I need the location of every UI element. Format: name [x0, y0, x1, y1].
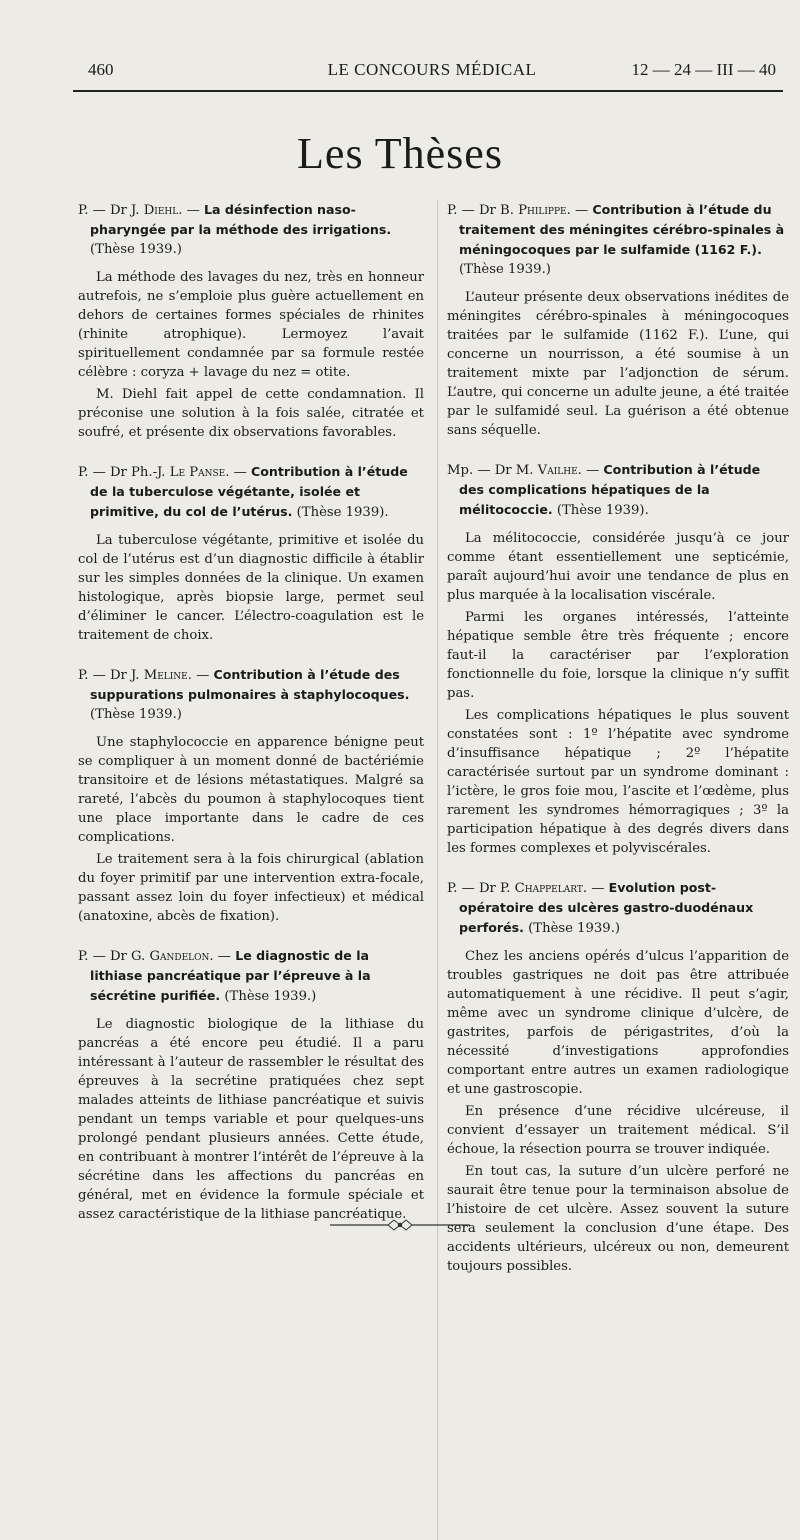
entry-title: Contribution à l’étude des complications hépatiques de la mélitococcie.: [459, 462, 761, 517]
entry-heading: [78, 462, 424, 522]
entry-author: Vailhe: [537, 463, 578, 478]
entry-title: La désinfection naso-pharyngée par la méthode des irrigations.: [90, 202, 392, 237]
left-column: [78, 200, 424, 1244]
entry-title: Contribution à l’étude du traitement des méningites cérébro-spinales à méningocoques par le sulfamide (1162 F.).: [459, 202, 785, 257]
entry-author: Philippe: [518, 203, 567, 218]
entry-paragraph: La tuberculose végétante, primitive et isolée du col de l’utérus est d’un diagnostic difficile à établir sur les simples données de la clinique. Un examen histologique, après biopsie large, permet seul d’éliminer le cancer. L’électro-coagulation est le traitement de choix.: [78, 533, 424, 643]
entry-paragraph: L’auteur présente deux observations inédites de méningites cérébro-spinales à méningocoques traitées par le sulfamide (1162 F.). L’une, qui concerne un nourrisson, a été soumise à un traitement mixte par l’adjonction de sérum. L’autre, qui concerne un adulte jeune, a été traitée par le sulfamidé seul. La guérison a été obtenue sans séquelle.: [447, 290, 789, 438]
thesis-entry: [78, 946, 424, 1224]
column-divider: [437, 200, 438, 1540]
entry-paragraph: Le traitement sera à la fois chirurgical (ablation du foyer primitif par une intervention extra-focale, passant assez loin du foyer infectieux) et médical (anatoxine, abcès de fixation).: [78, 852, 424, 924]
entry-paragraph: En présence d’une récidive ulcéreuse, il convient d’essayer un traitement médical. S’il échoue, la résection pourra se trouver indiquée.: [447, 1104, 789, 1157]
entry-separator: . —: [178, 203, 204, 218]
entry-author: Le Panse: [169, 465, 226, 480]
thesis-entry: [78, 462, 424, 645]
entry-title: Le diagnostic de la lithiase pancréatique par l’épreuve à la sécrétine purifiée.: [90, 948, 371, 1003]
entry-separator: . —: [582, 881, 609, 896]
entry-suffix: (Thèse 1939.): [220, 989, 317, 1004]
end-ornament: [330, 1215, 470, 1235]
entry-prefix: P. — Dr J.: [78, 203, 144, 218]
entry-suffix: (Thèse 1939).: [552, 503, 649, 518]
entry-author: Diehl: [143, 203, 179, 218]
entry-suffix: (Thèse 1939.): [90, 242, 182, 257]
header-rule: [73, 90, 783, 92]
entry-separator: . —: [566, 203, 593, 218]
entry-prefix: P. — Dr J.: [78, 668, 144, 683]
entry-author: Chappelart: [514, 881, 583, 896]
entry-heading: [447, 200, 789, 279]
entry-heading: [447, 460, 789, 520]
thesis-entry: [447, 200, 789, 440]
entry-paragraph: Une staphylococcie en apparence bénigne peut se compliquer à un moment donné de bactériémie transitoire et de lésions métastatiques. Malgré sa rareté, l’abcès du poumon à staphylocoques tient une place importante dans le cadre de ces complications.: [78, 735, 424, 845]
entry-paragraph: Chez les anciens opérés d’ulcus l’apparition de troubles gastriques ne doit pas être attribuée automatiquement à une récidive. Il peut s’agir, même avec un syndrome clinique d’ulcère, de gastrites, parfois de périgastrites, d’où la nécessité d’investigations approfondies comportant entre autres un examen radiologique et une gastroscopie.: [447, 949, 789, 1097]
entry-paragraph: La mélitococcie, considérée jusqu’à ce jour comme étant essentiellement une septicémie, paraît aujourd’hui avoir une tendance de plus en plus marquée à la localisation viscérale.: [447, 531, 789, 603]
right-column: [447, 200, 789, 1296]
entry-paragraph: En tout cas, la suture d’un ulcère perforé ne saurait être tenue pour la terminaison absolue de l’histoire de cet ulcère. Assez souvent la suture sera seulement la conclusion d’une étape. Des accidents ultérieurs, ulcéreux ou non, demeurent toujours possibles.: [447, 1164, 789, 1274]
entry-prefix: P. — Dr Ph.-J.: [78, 465, 170, 480]
entry-separator: . —: [187, 668, 214, 683]
entry-prefix: P. — Dr G.: [78, 949, 150, 964]
entry-paragraph: Les complications hépatiques le plus souvent constatées sont : 1º l’hépatite avec syndrome d’insuffisance hépatique ; 2º l’hépatite caractérisée surtout par un syndrome dominant : l’ictère, le gros foie mou, l’ascite et l’œdème, plus rarement les syndromes hémorragiques ; 3º la participation hépatique à des degrés divers dans les formes complexes et polyviscérales.: [447, 708, 789, 856]
entry-separator: . —: [209, 949, 236, 964]
entry-separator: . —: [577, 463, 604, 478]
entry-paragraph: La méthode des lavages du nez, très en honneur autrefois, ne s’emploie plus guère actuellement en dehors de certaines formes spéciales de rhinites (rhinite atrophique). Lermoyez l’avait spirituellement condamnée par sa formule restée célèbre : coryza + lavage du nez = otite.: [78, 270, 424, 380]
entry-paragraph: M. Diehl fait appel de cette condamnation. Il préconise une solution à la fois salée, citratée et soufré, et présente dix observations favorables.: [78, 387, 424, 440]
page-header: [88, 60, 776, 84]
entry-title: Contribution à l’étude de la tuberculose végétante, isolée et primitive, du col de l’utérus.: [90, 464, 408, 519]
issue-date: 12 — 24 — III — 40: [631, 60, 776, 79]
thesis-entry: [78, 665, 424, 926]
page-number: 460: [88, 60, 114, 79]
entry-prefix: P. — Dr B.: [447, 203, 519, 218]
entry-paragraph: Le diagnostic biologique de la lithiase du pancréas a été encore peu étudié. Il a paru intéressant à l’auteur de rassembler le résultat des épreuves à la secrétine pratiquées chez sept malades atteints de lithiase pancréatique et suivis pendant un temps variable et pour quelques-uns prolongé pendant plusieurs années. Cette étude, en contribuant à montrer l’intérêt de l’épreuve à la sécrétine dans les affections du pancréas en général, met en évidence la formule spéciale et assez caractéristique de la lithiase pancréatique.: [78, 1017, 424, 1222]
entry-heading: [78, 665, 424, 724]
entry-prefix: Mp. — Dr M.: [447, 463, 538, 478]
entry-heading: [78, 200, 424, 259]
thesis-entry: [78, 200, 424, 442]
entry-suffix: (Thèse 1939.): [523, 921, 621, 936]
entry-author: Gandelon: [149, 949, 210, 964]
entry-heading: [447, 878, 789, 938]
entry-paragraph: Parmi les organes intéressés, l’atteinte hépatique semble être très fréquente ; encore faut-il la caractériser par l’exploration fonctionnelle du foie, lorsque la clinique n’y suffit pas.: [447, 610, 789, 701]
thesis-entry: [447, 878, 789, 1276]
entry-heading: [78, 946, 424, 1006]
journal-title: LE CONCOURS MÉDICAL: [327, 60, 537, 79]
entry-suffix: (Thèse 1939.): [459, 262, 551, 277]
entry-title: Evolution post-opératoire des ulcères gastro-duodénaux perforés.: [459, 880, 754, 935]
entry-title: Contribution à l’étude des suppurations pulmonaires à staphylocoques.: [90, 667, 410, 702]
section-title: Les Thèses: [297, 129, 503, 178]
entry-suffix: (Thèse 1939.): [90, 707, 182, 722]
thesis-entry: [447, 460, 789, 858]
entry-author: Meline: [143, 668, 188, 683]
entry-suffix: (Thèse 1939).: [292, 505, 389, 520]
entry-prefix: P. — Dr P.: [447, 881, 515, 896]
entry-separator: . —: [225, 465, 251, 480]
